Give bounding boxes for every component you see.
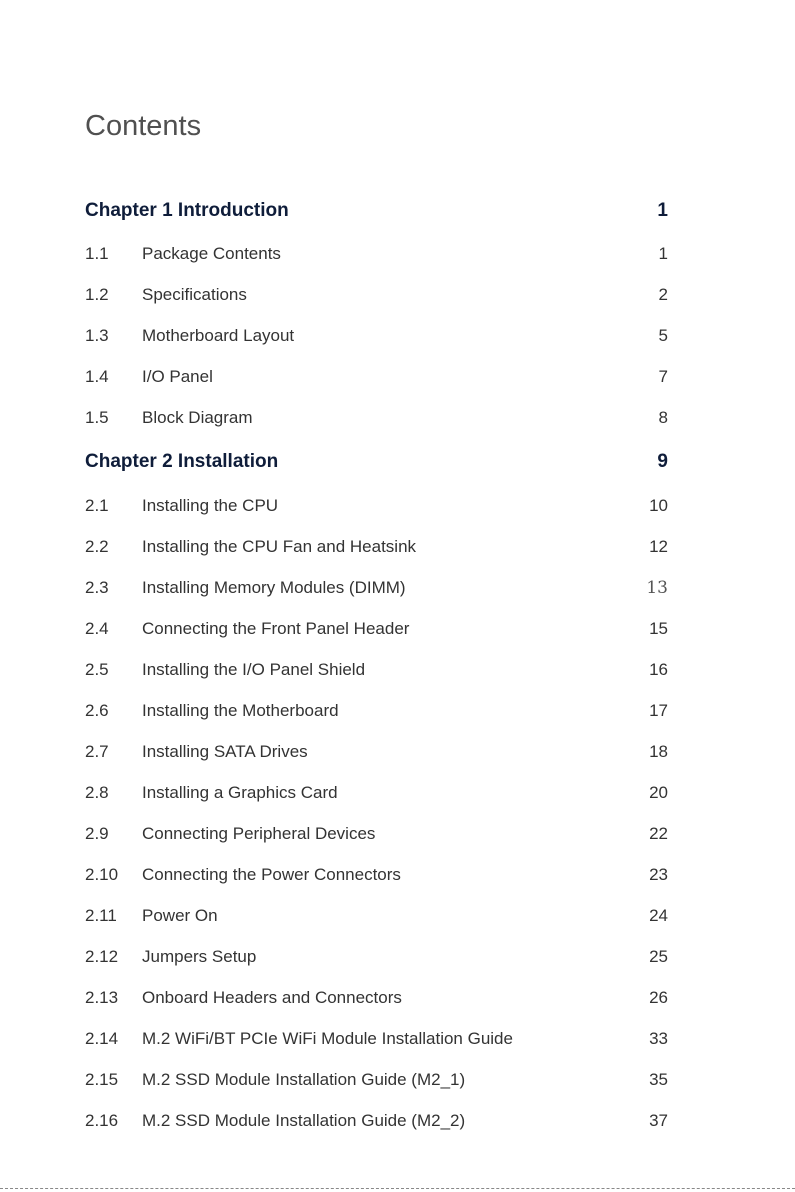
entry-number: 2.12 xyxy=(85,947,119,966)
entry-page-number: 5 xyxy=(658,326,668,345)
toc-entry[interactable] xyxy=(85,285,668,305)
entry-page-number: 33 xyxy=(649,1029,668,1048)
entry-label: M.2 SSD Module Installation Guide (M2_1) xyxy=(142,1070,466,1089)
entry-page-number: 8 xyxy=(658,408,668,427)
entry-label: Package Contents xyxy=(142,244,281,263)
entry-page-number: 16 xyxy=(649,660,668,679)
entry-page-number: 10 xyxy=(649,496,668,515)
entry-label: Installing the CPU xyxy=(142,496,279,515)
entry-number: 2.16 xyxy=(85,1111,119,1130)
toc-entry[interactable] xyxy=(85,865,668,885)
entry-number: 1.5 xyxy=(85,408,109,427)
entry-label: Power On xyxy=(142,906,218,925)
toc-entry[interactable] xyxy=(85,1111,668,1131)
page-bottom-divider xyxy=(0,1188,795,1190)
toc-entry[interactable] xyxy=(85,244,668,264)
entry-label: Onboard Headers and Connectors xyxy=(142,988,402,1007)
entry-page-number: 37 xyxy=(649,1111,668,1130)
toc-chapter-1[interactable] xyxy=(85,200,668,222)
entry-number: 2.13 xyxy=(85,988,119,1007)
entry-number: 2.7 xyxy=(85,742,109,761)
entry-number: 2.14 xyxy=(85,1029,119,1048)
entry-number: 1.4 xyxy=(85,367,109,386)
entry-number: 2.5 xyxy=(85,660,109,679)
entry-number: 2.8 xyxy=(85,783,109,802)
entry-label: Installing the Motherboard xyxy=(142,701,339,720)
toc-entry[interactable] xyxy=(85,496,668,516)
toc-entry[interactable] xyxy=(85,783,668,803)
entry-label: Connecting the Front Panel Header xyxy=(142,619,410,638)
toc-entry[interactable] xyxy=(85,1070,668,1090)
entry-label: Connecting the Power Connectors xyxy=(142,865,401,884)
toc-entry[interactable] xyxy=(85,947,668,967)
entry-label: Motherboard Layout xyxy=(142,326,295,345)
chapter-page-number: 9 xyxy=(657,451,668,472)
entry-page-number: 20 xyxy=(649,783,668,802)
entry-page-number: 13 xyxy=(646,578,668,598)
toc-entry[interactable] xyxy=(85,537,668,557)
entry-label: Installing SATA Drives xyxy=(142,742,308,761)
entry-page-number: 7 xyxy=(658,367,668,386)
entry-number: 2.2 xyxy=(85,537,109,556)
entry-label: Installing the I/O Panel Shield xyxy=(142,660,366,679)
entry-number: 2.1 xyxy=(85,496,109,515)
toc-entry[interactable] xyxy=(85,824,668,844)
entry-number: 2.10 xyxy=(85,865,119,884)
entry-page-number: 2 xyxy=(658,285,668,304)
toc-entry[interactable] xyxy=(85,906,668,926)
entry-label: Block Diagram xyxy=(142,408,253,427)
entry-page-number: 23 xyxy=(649,865,668,884)
entry-number: 1.3 xyxy=(85,326,109,345)
entry-label: Specifications xyxy=(142,285,247,304)
entry-page-number: 22 xyxy=(649,824,668,843)
toc-entry[interactable] xyxy=(85,701,668,721)
entry-number: 2.15 xyxy=(85,1070,119,1089)
chapter-label: Chapter 1 Introduction xyxy=(85,200,289,221)
entry-page-number: 12 xyxy=(649,537,668,556)
toc-entry[interactable] xyxy=(85,326,668,346)
entry-number: 1.2 xyxy=(85,285,109,304)
toc-entry[interactable] xyxy=(85,578,668,598)
entry-page-number: 18 xyxy=(649,742,668,761)
entry-label: Installing a Graphics Card xyxy=(142,783,338,802)
entry-number: 2.4 xyxy=(85,619,109,638)
entry-label: I/O Panel xyxy=(142,367,213,386)
entry-number: 2.11 xyxy=(85,906,117,925)
chapter-label: Chapter 2 Installation xyxy=(85,451,279,472)
toc-entry[interactable] xyxy=(85,742,668,762)
page-title: Contents xyxy=(85,110,202,142)
entry-label: Installing the CPU Fan and Heatsink xyxy=(142,537,417,556)
entry-page-number: 24 xyxy=(649,906,668,925)
entry-label: Connecting Peripheral Devices xyxy=(142,824,376,843)
toc-entry[interactable] xyxy=(85,619,668,639)
toc-entry[interactable] xyxy=(85,367,668,387)
entry-page-number: 35 xyxy=(649,1070,668,1089)
toc-entry[interactable] xyxy=(85,1029,668,1049)
chapter-page-number: 1 xyxy=(657,200,668,221)
entry-label: Installing Memory Modules (DIMM) xyxy=(142,578,406,597)
toc-entry[interactable] xyxy=(85,988,668,1008)
entry-page-number: 1 xyxy=(658,244,668,263)
toc-chapter-2[interactable] xyxy=(85,451,668,473)
toc-entry[interactable] xyxy=(85,660,668,680)
entry-label: M.2 WiFi/BT PCIe WiFi Module Installation Guide xyxy=(142,1029,513,1048)
entry-number: 2.9 xyxy=(85,824,109,843)
toc-entry[interactable] xyxy=(85,408,668,428)
entry-page-number: 25 xyxy=(649,947,668,966)
entry-number: 2.3 xyxy=(85,578,109,597)
entry-page-number: 17 xyxy=(649,701,668,720)
entry-page-number: 15 xyxy=(649,619,668,638)
entry-label: Jumpers Setup xyxy=(142,947,257,966)
entry-number: 1.1 xyxy=(85,244,109,263)
entry-page-number: 26 xyxy=(649,988,668,1007)
entry-label: M.2 SSD Module Installation Guide (M2_2) xyxy=(142,1111,466,1130)
entry-number: 2.6 xyxy=(85,701,109,720)
